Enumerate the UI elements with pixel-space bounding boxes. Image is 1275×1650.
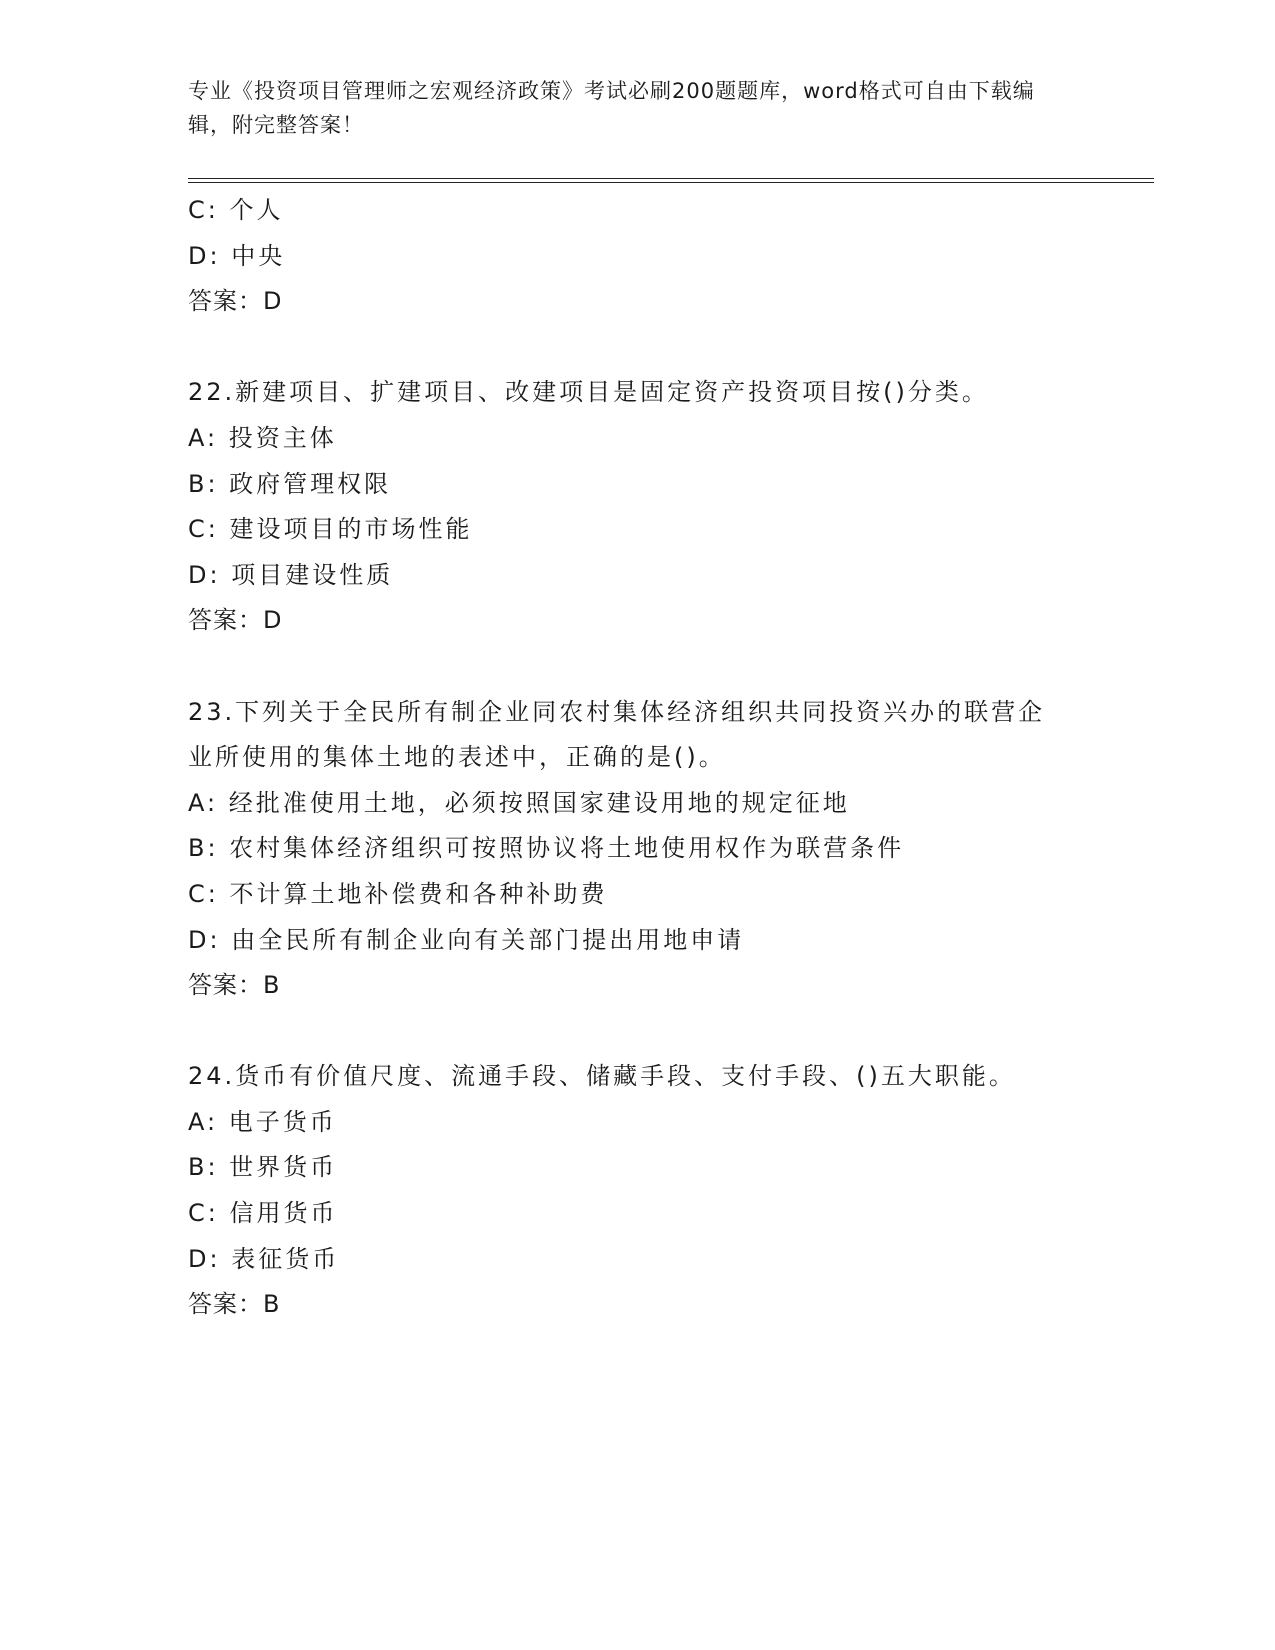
header-text: 专业《投资项目管理师之宏观经济政策》考试必刷200题题库，word格式可自由下载编辑，附完整答案！ xyxy=(188,79,1035,137)
answer-line: 答案：D xyxy=(188,606,283,635)
answer-line: 答案：B xyxy=(188,971,281,1000)
question-24 xyxy=(188,1054,1088,1328)
option-c: C: 信用货币 xyxy=(188,1199,338,1228)
option-b: B: 世界货币 xyxy=(188,1153,338,1182)
answer-line: 答案：D xyxy=(188,287,283,316)
option-a: A: 投资主体 xyxy=(188,423,337,452)
option-d: D: 由全民所有制企业向有关部门提出用地申请 xyxy=(188,925,745,954)
option-b: B: 政府管理权限 xyxy=(188,469,392,498)
option-d: D: 表征货币 xyxy=(188,1244,340,1273)
question-text: 23.下列关于全民所有制企业同农村集体经济组织共同投资兴办的联营企业所使用的集体土地的表述中，正确的是()。 xyxy=(188,697,1046,772)
option-d: D: 中央 xyxy=(188,241,286,270)
option-d: D: 项目建设性质 xyxy=(188,560,394,589)
option-c: C: 建设项目的市场性能 xyxy=(188,515,473,544)
spacer xyxy=(188,1009,1088,1055)
page-header xyxy=(188,74,1068,142)
answer-line: 答案：B xyxy=(188,1290,281,1319)
question-22 xyxy=(188,370,1088,644)
question-21-continuation xyxy=(188,188,1088,325)
option-a: A: 电子货币 xyxy=(188,1107,337,1136)
option-a: A: 经批准使用土地，必须按照国家建设用地的规定征地 xyxy=(188,788,850,817)
question-text: 22.新建项目、扩建项目、改建项目是固定资产投资项目按()分类。 xyxy=(188,378,989,407)
option-b: B: 农村集体经济组织可按照协议将土地使用权作为联营条件 xyxy=(188,834,905,863)
option-c: C: 不计算土地补偿费和各种补助费 xyxy=(188,879,608,908)
question-text: 24.货币有价值尺度、流通手段、储藏手段、支付手段、()五大职能。 xyxy=(188,1062,1016,1091)
spacer xyxy=(188,325,1088,371)
question-23 xyxy=(188,690,1088,1009)
option-c: C: 个人 xyxy=(188,196,284,224)
spacer xyxy=(188,644,1088,690)
header-divider xyxy=(188,178,1154,183)
question-list xyxy=(188,188,1088,1328)
